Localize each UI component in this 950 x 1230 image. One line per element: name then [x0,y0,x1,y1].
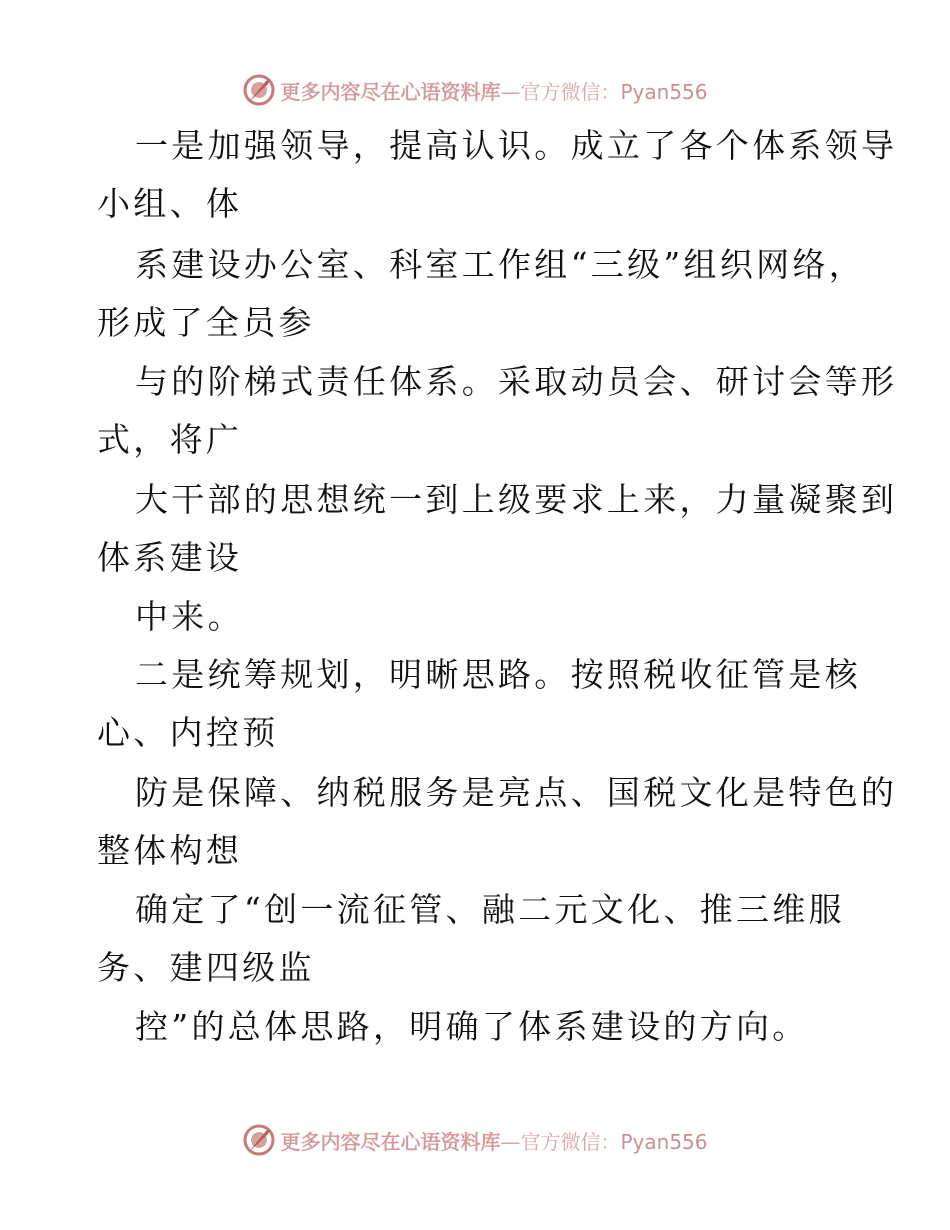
quill-logo-icon [242,1123,276,1157]
footer-watermark [0,1120,950,1160]
text-line: 防是保障、纳税服务是亮点、国税文化是特色的 [135,773,898,812]
text-line: 确定了“创一流征管、融二元文化、推三维服 [135,890,845,929]
watermark-text [280,1126,707,1155]
watermark-main: 更多内容尽在心语资料库 [280,79,501,104]
watermark-dash: — [500,1129,521,1154]
text-line: 式，将广 [97,420,243,459]
watermark-suffix: 官方微信： [520,1129,621,1154]
text-line: 大干部的思想统一到上级要求上来，力量凝聚到 [135,480,898,519]
text-line: 务、建四级监 [97,948,315,987]
watermark-id: Pyan556 [620,1129,708,1154]
watermark-text [280,76,707,105]
text-line: 小组、体 [97,184,243,223]
text-line: 形成了全员参 [97,303,315,342]
text-line: 二是统筹规划，明晰思路。按照税收征管是核 [135,655,861,694]
text-line: 系建设办公室、科室工作组“三级”组织网络， [135,245,866,284]
text-line: 心、内控预 [97,713,279,752]
quill-logo-icon [242,73,276,107]
watermark-id: Pyan556 [620,79,708,104]
watermark-dash: — [500,79,521,104]
text-line: 与的阶梯式责任体系。采取动员会、研讨会等形 [135,362,898,401]
header-watermark [0,70,950,110]
text-line: 控”的总体思路，明确了体系建设的方向。 [135,1007,809,1046]
watermark-main: 更多内容尽在心语资料库 [280,1129,501,1154]
text-line: 整体构想 [97,831,243,870]
text-line: 一是加强领导，提高认识。成立了各个体系领导 [135,126,898,165]
watermark-suffix: 官方微信： [520,79,621,104]
text-line: 体系建设 [97,538,243,577]
text-line: 中来。 [135,597,244,636]
